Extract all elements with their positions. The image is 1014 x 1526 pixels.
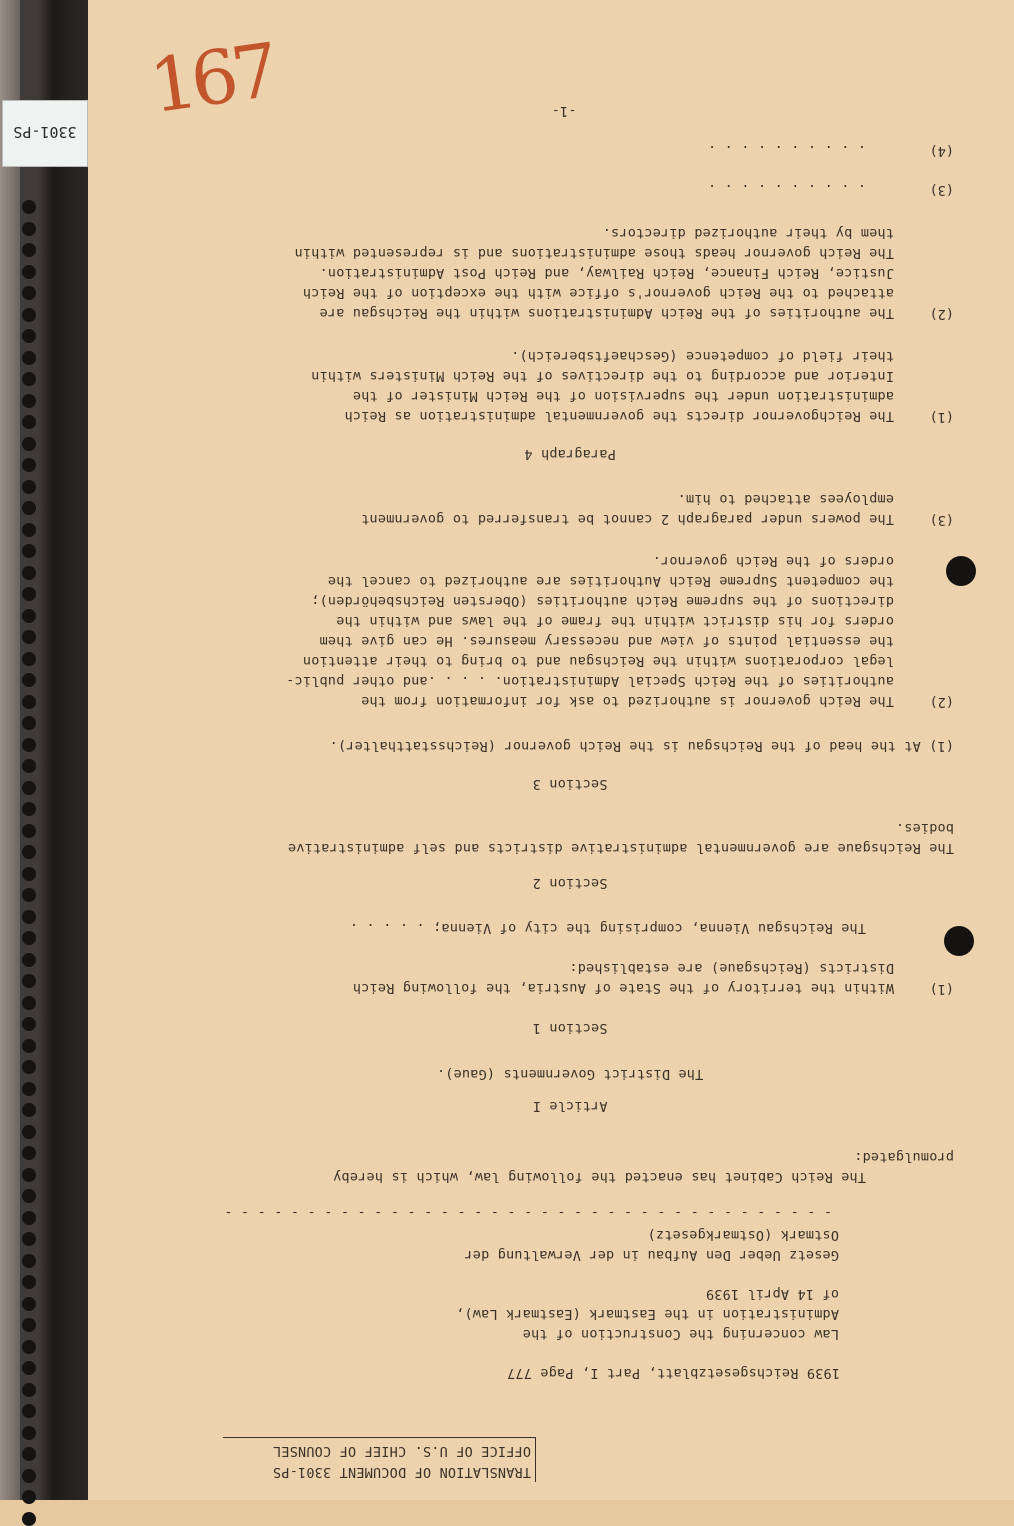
binder-hole bbox=[22, 1039, 36, 1053]
paragraph-4-p2-line-1: The authorities of the Reich Administrations within the Reichsgau are bbox=[319, 305, 894, 321]
binder-hole bbox=[22, 1103, 36, 1117]
binder-hole bbox=[22, 1254, 36, 1268]
binder-hole bbox=[22, 1082, 36, 1096]
binder-hole bbox=[22, 867, 36, 881]
german-title-line-1: Gesetz Ueber Den Aufbau in der Verwaltung der bbox=[464, 1247, 839, 1263]
binder-hole bbox=[22, 1426, 36, 1440]
section-3-p2-line-2: legal corporations within the Reichsgau and to bring to their attention bbox=[302, 653, 894, 669]
paragraph-4-p2-line-4: The Reich governor heads those administrations and is represented within bbox=[294, 245, 894, 261]
paragraph-4-p4-number: (4) bbox=[929, 143, 954, 159]
handwritten-page-number: 167 bbox=[144, 27, 279, 131]
section-3-p1: (1) At the head of the Reichsgau is the Reich governor (Reichsstatthalter). bbox=[329, 738, 954, 754]
preamble-line-2: promulgated: bbox=[854, 1149, 954, 1165]
binder-hole bbox=[22, 265, 36, 279]
paragraph-4-p3-number: (3) bbox=[929, 182, 954, 198]
section-3-p3-number: (3) bbox=[929, 512, 954, 528]
section-3-p2-line-3: the essential points of view and necessary measures. He can give them bbox=[319, 633, 894, 649]
section-1-heading: Section 1 bbox=[532, 1020, 608, 1036]
binder-label bbox=[2, 100, 88, 167]
article-heading: Article I bbox=[532, 1098, 608, 1114]
binder-hole bbox=[22, 1404, 36, 1418]
article-subheading: The District Governments (Gaue). bbox=[436, 1066, 704, 1082]
binder-hole bbox=[22, 351, 36, 365]
binder-hole bbox=[22, 1490, 36, 1504]
binder-hole bbox=[22, 673, 36, 687]
binder-hole bbox=[22, 845, 36, 859]
binder-spine bbox=[20, 0, 38, 1500]
section-3-p3-line-1: The powers under paragraph 2 cannot be transferred to government bbox=[361, 511, 894, 527]
citation: 1939 Reichsgesetzblatt, Part I, Page 777 bbox=[506, 1365, 840, 1381]
page-number: -1- bbox=[551, 103, 577, 119]
binder-hole bbox=[22, 1512, 36, 1526]
binder-hole bbox=[22, 1361, 36, 1375]
binder-hole bbox=[22, 587, 36, 601]
binder-hole bbox=[22, 480, 36, 494]
binder-hole bbox=[22, 781, 36, 795]
binder-hole bbox=[22, 544, 36, 558]
binder-hole bbox=[22, 415, 36, 429]
section-3-p2-number: (2) bbox=[929, 694, 954, 710]
binder-hole bbox=[22, 630, 36, 644]
paragraph-4-p2-line-5: them by their authorized directors. bbox=[602, 225, 894, 241]
binder-hole bbox=[22, 394, 36, 408]
section-2-line-2: bodies. bbox=[895, 820, 954, 836]
header-line-2: OFFICE OF U.S. CHIEF OF COUNSEL bbox=[272, 1443, 531, 1459]
binder-hole bbox=[22, 1189, 36, 1203]
german-title-line-2: Ostmark (Ostmarkgesetz) bbox=[647, 1227, 839, 1243]
binder-hole bbox=[22, 1168, 36, 1182]
binder-hole bbox=[22, 329, 36, 343]
section-1-p1-line-1: Within the territory of the State of Austria, the following Reich bbox=[352, 980, 894, 996]
binder-hole bbox=[22, 910, 36, 924]
binder-hole bbox=[22, 716, 36, 730]
binder-hole bbox=[22, 1275, 36, 1289]
binder-edge bbox=[0, 0, 88, 1500]
title-line-1: Law concerning the Construction of the bbox=[522, 1326, 839, 1342]
section-3-p2-line-1: authorities of the Reich Special Administration. . . . .and other public- bbox=[286, 673, 894, 689]
binder-hole bbox=[22, 566, 36, 580]
binder-hole bbox=[22, 501, 36, 515]
separator-line: - - - - - - - - - - - - - - - - - - - - - - - - - - - - - - - - - - - - - bbox=[224, 1205, 832, 1221]
section-1-p1-continuation: The Reichsgau Vienna, comprising the city of Vienna; . . . . . bbox=[349, 920, 866, 936]
rotated-document-page bbox=[88, 0, 1014, 1500]
preamble-line-1: The Reich Cabinet has enacted the following law, which is hereby bbox=[333, 1169, 866, 1185]
binder-hole bbox=[22, 437, 36, 451]
section-1-p1-line-2: Districts (Reichsgaue) are established: bbox=[569, 960, 894, 976]
binder-hole bbox=[22, 243, 36, 257]
paragraph-4-p1-line-2: administration under the supervision of the Reich Minister of the bbox=[352, 388, 894, 404]
binder-hole bbox=[22, 1017, 36, 1031]
binder-hole bbox=[22, 222, 36, 236]
section-1-p1-number: (1) bbox=[929, 981, 954, 997]
section-3-p2-line-7: orders of the Reich governor. bbox=[652, 553, 894, 569]
title-line-2: Administration in the Eastmark (Eastmark Law), bbox=[455, 1306, 839, 1322]
binder-hole bbox=[22, 286, 36, 300]
binder-hole bbox=[22, 1297, 36, 1311]
binder-hole bbox=[22, 609, 36, 623]
paragraph-4-p1-number: (1) bbox=[929, 409, 954, 425]
binder-label-text: 3301-PS bbox=[13, 123, 77, 141]
paragraph-4-p3-ellipsis: . . . . . . . . . . bbox=[707, 181, 866, 197]
paragraph-4-p4-ellipsis: . . . . . . . . . . bbox=[707, 142, 866, 158]
binder-hole bbox=[22, 888, 36, 902]
binder-hole bbox=[22, 308, 36, 322]
binder-hole bbox=[22, 974, 36, 988]
paragraph-4-p1-line-1: The Reichgovernor directs the governmental administration as Reich bbox=[344, 408, 894, 424]
section-3-p2-line-4: orders for his district within the frame of the laws and within the bbox=[336, 613, 894, 629]
section-3-p3-line-2: employees attached to him. bbox=[677, 491, 894, 507]
binder-hole bbox=[22, 738, 36, 752]
binder-hole bbox=[22, 1060, 36, 1074]
binder-hole bbox=[22, 695, 36, 709]
paragraph-4-p2-line-3: Justice, Reich Finance, Reich Railway, and Reich Post Administration. bbox=[319, 265, 894, 281]
paragraph-4-p1-line-3: Interior and according to the directives of the Reich Ministers within bbox=[311, 368, 894, 384]
title-line-3: of 14 April 1939 bbox=[705, 1286, 839, 1302]
binder-hole bbox=[22, 1211, 36, 1225]
binder-hole bbox=[22, 1318, 36, 1332]
section-3-p2-line-6: the competent Supreme Reich Authorities are authorized to cancel the bbox=[327, 573, 894, 589]
section-3-p2-line-5: directions of the supreme Reich authorities (Obersten Reichsbehörden); bbox=[311, 593, 894, 609]
binder-hole bbox=[22, 1146, 36, 1160]
binder-hole bbox=[22, 1469, 36, 1483]
binder-hole bbox=[22, 200, 36, 214]
section-2-line-1: The Reichsgaue are governmental administrative districts and self administrative bbox=[287, 840, 954, 856]
binder-hole bbox=[22, 1232, 36, 1246]
binder-hole bbox=[22, 824, 36, 838]
binder-hole bbox=[22, 953, 36, 967]
binder-hole bbox=[22, 1340, 36, 1354]
paragraph-4-p2-number: (2) bbox=[929, 306, 954, 322]
binder-hole bbox=[22, 1447, 36, 1461]
binder-hole bbox=[22, 652, 36, 666]
section-3-heading: Section 3 bbox=[532, 776, 608, 792]
paragraph-4-p2-line-2: attached to the Reich governor's office with the exception of the Reich bbox=[302, 285, 894, 301]
binder-hole bbox=[22, 996, 36, 1010]
binder-hole bbox=[22, 372, 36, 386]
binder-hole bbox=[22, 931, 36, 945]
section-2-heading: Section 2 bbox=[532, 875, 608, 891]
header-line-1: TRANSLATION OF DOCUMENT 3301-PS bbox=[272, 1464, 531, 1480]
binder-hole bbox=[22, 1383, 36, 1397]
section-3-p2-first-line: The Reich governor is authorized to ask for information from the bbox=[361, 693, 894, 709]
binder-hole bbox=[22, 458, 36, 472]
paragraph-4-p1-line-4: their field of competence (Geschaeftsbereich). bbox=[510, 348, 894, 364]
binder-hole bbox=[22, 1125, 36, 1139]
binder-hole bbox=[22, 523, 36, 537]
binder-hole bbox=[22, 759, 36, 773]
binder-hole bbox=[22, 802, 36, 816]
paragraph-4-heading: Paragraph 4 bbox=[524, 446, 616, 462]
